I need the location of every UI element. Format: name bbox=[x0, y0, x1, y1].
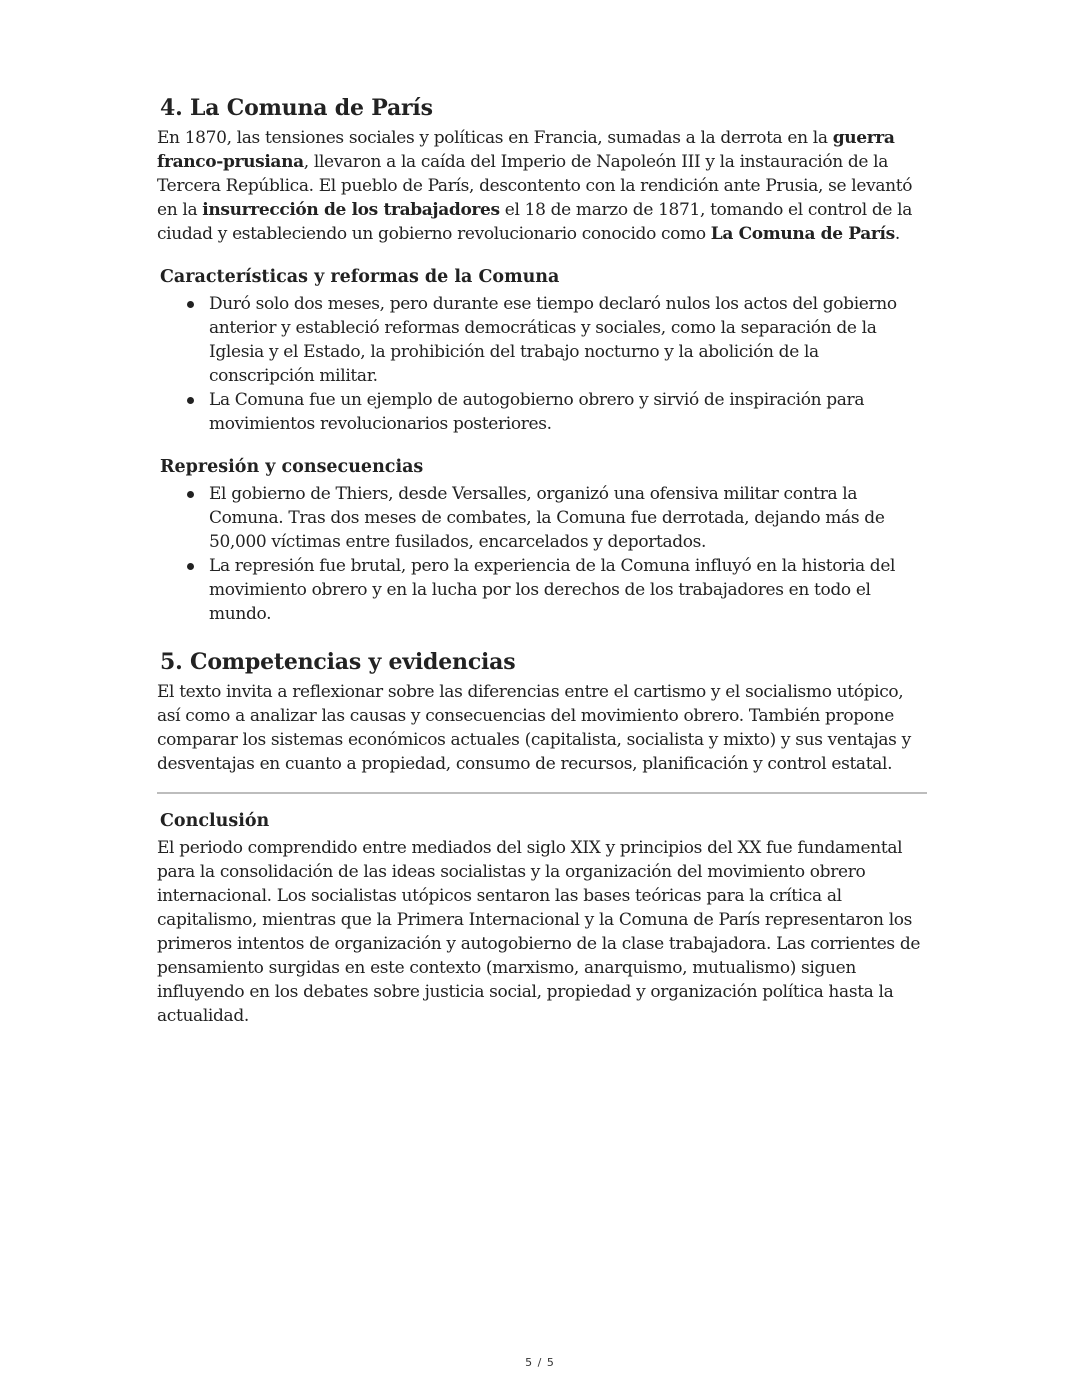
caracteristicas-list bbox=[157, 292, 927, 436]
section-4-heading: 4. La Comuna de París bbox=[160, 95, 433, 121]
subsection-caracteristicas-heading: Características y reformas de la Comuna bbox=[160, 267, 560, 287]
bullet-icon bbox=[187, 397, 194, 404]
represion-list bbox=[157, 482, 927, 626]
conclusion-body: El periodo comprendido entre mediados del siglo XIX y principios del XX fue fundamental para la consolidación de las ideas socialistas y la organización del movimiento obrero internacional. Los socialistas utópicos sentaron las bases teóricas para la crítica al capitalismo, mientras que la Primera Internacional y la Comuna de París representaron los primeros intentos de organización y autogobierno de la clase trabajadora. Las corrientes de pensamiento surgidas en este contexto (marxismo, anarquismo, mutualismo) siguen influyendo en los debates sobre justicia social, propiedad y organización política hasta la actualidad. bbox=[157, 838, 921, 1026]
intro-text-2: , llevaron a la caída del Imperio de Napoleón III y la instauración de la Tercera República. El pueblo de París, descontento con la rendición ante Prusia, se levantó en la bbox=[157, 152, 913, 220]
bullet-icon bbox=[187, 301, 194, 308]
intro-bold-1: guerra franco-prusiana bbox=[157, 128, 895, 172]
list-item bbox=[209, 388, 927, 436]
list-item bbox=[209, 292, 927, 388]
document-page bbox=[157, 94, 927, 1028]
conclusion-heading: Conclusión bbox=[160, 811, 270, 831]
subsection-represion-heading: Represión y consecuencias bbox=[160, 457, 424, 477]
section-4-intro bbox=[157, 126, 927, 246]
intro-bold-2: insurrección de los trabajadores bbox=[202, 200, 500, 220]
list-item bbox=[209, 554, 927, 626]
page-number: 5 / 5 bbox=[525, 1356, 555, 1369]
intro-text-4: . bbox=[894, 224, 900, 244]
list-item-text: El gobierno de Thiers, desde Versalles, organizó una ofensiva militar contra la Comuna. Tras dos meses de combates, la Comuna fue derrotada, dejando más de 50,000 víctimas entre fusilados, encarcelados y deportados. bbox=[209, 484, 885, 552]
divider bbox=[157, 792, 927, 794]
bullet-icon bbox=[187, 491, 194, 498]
intro-text-1: En 1870, las tensiones sociales y políticas en Francia, sumadas a la derrota en la bbox=[157, 128, 833, 148]
list-item bbox=[209, 482, 927, 554]
list-item-text: La Comuna fue un ejemplo de autogobierno obrero y sirvió de inspiración para movimientos revolucionarios posteriores. bbox=[209, 390, 865, 434]
section-5-body: El texto invita a reflexionar sobre las diferencias entre el cartismo y el socialismo utópico, así como a analizar las causas y consecuencias del movimiento obrero. También propone comparar los sistemas económicos actuales (capitalista, socialista y mixto) y sus ventajas y desventajas en cuanto a propiedad, consumo de recursos, planificación y control estatal. bbox=[157, 682, 911, 774]
list-item-text: La represión fue brutal, pero la experiencia de la Comuna influyó en la historia del movimiento obrero y en la lucha por los derechos de los trabajadores en todo el mundo. bbox=[209, 556, 896, 624]
bullet-icon bbox=[187, 563, 194, 570]
list-item-text: Duró solo dos meses, pero durante ese tiempo declaró nulos los actos del gobierno anterior y estableció reformas democráticas y sociales, como la separación de la Iglesia y el Estado, la prohibición del trabajo nocturno y la abolición de la conscripción militar. bbox=[209, 294, 897, 386]
section-5-heading: 5. Competencias y evidencias bbox=[160, 649, 516, 675]
intro-text-3: el 18 de marzo de 1871, tomando el control de la ciudad y estableciendo un gobierno revolucionario conocido como bbox=[157, 200, 913, 244]
intro-bold-3: La Comuna de París bbox=[710, 224, 895, 244]
